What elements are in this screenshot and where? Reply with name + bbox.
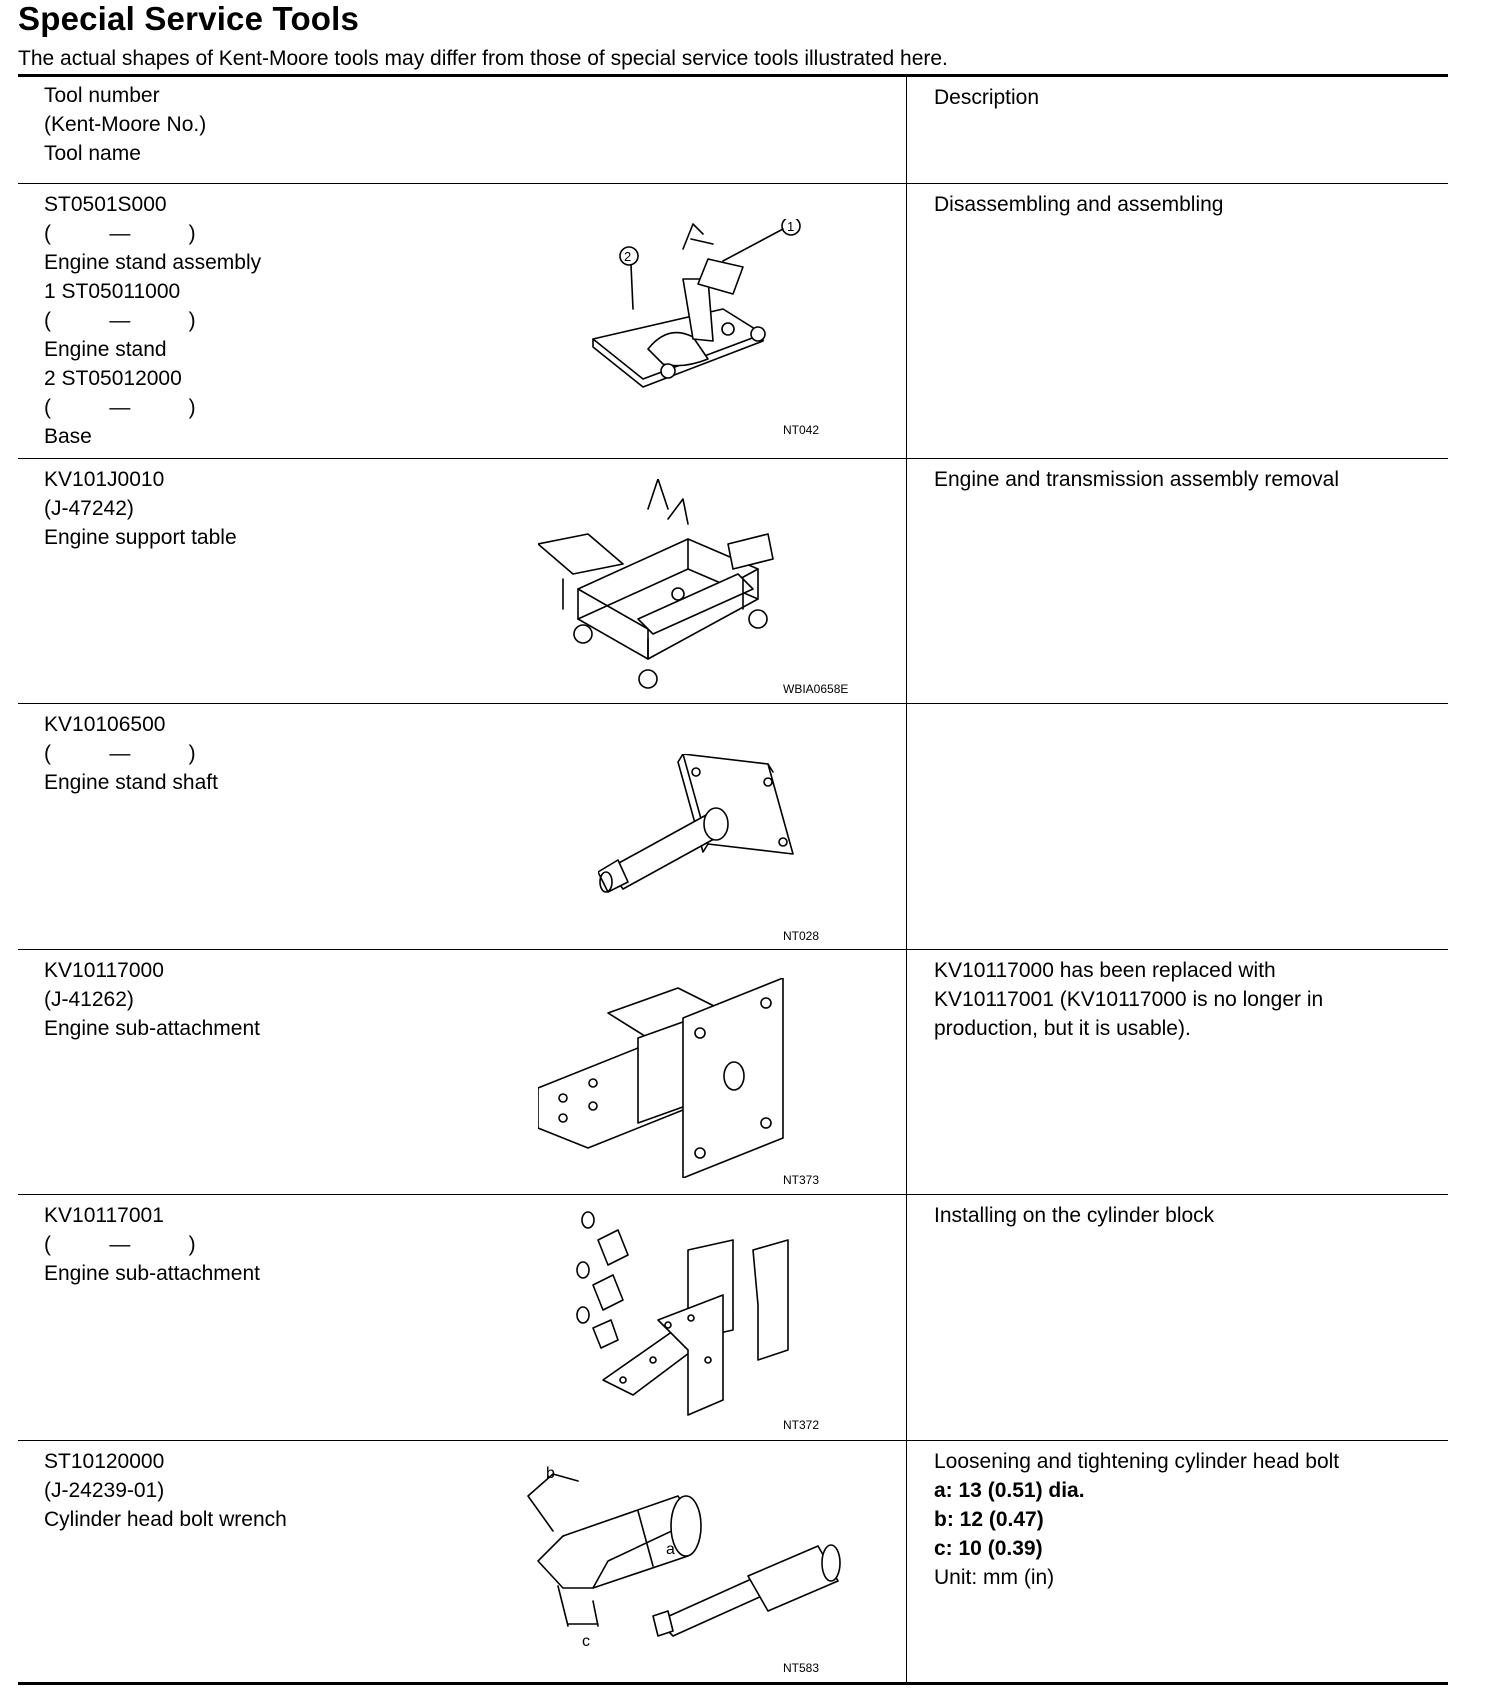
header-tool-number: Tool number [44,84,160,107]
figure-code: NT028 [783,929,820,943]
svg-text:1: 1 [787,219,795,234]
description-cell [907,1195,1449,1441]
tool-name: Engine sub-attachment [44,1262,260,1285]
table-row [18,1441,1448,1684]
spec-b: b: 12 (0.47) [934,1508,1044,1531]
description-cell [907,950,1449,1195]
tool-number: ST0501S000 [44,193,167,216]
header-kent-moore-no: (Kent-Moore No.) [44,113,207,136]
header-description: Description [907,76,1449,184]
tool-cell [18,950,907,1195]
part-name: Base [44,425,92,448]
table-row [18,184,1448,459]
tool-number: KV10117001 [44,1204,164,1227]
figure-code: NT372 [783,1418,820,1432]
spec-a: a: 13 (0.51) dia. [934,1479,1085,1502]
page-subtitle: The actual shapes of Kent-Moore tools may differ from those of special service tools illustrated here. [18,47,948,70]
table-row [18,459,1448,704]
tool-cell [18,459,907,704]
figure-code: NT583 [783,1661,820,1675]
page-title: Special Service Tools [18,0,360,37]
dimension-label: b [546,1466,555,1482]
tool-cell [18,184,907,459]
tool-name: Engine stand assembly [44,251,262,274]
description-cell [907,184,1449,459]
kent-moore-no: ( — ) [44,742,196,765]
tool-number: KV101J0010 [44,468,165,491]
tool-name: Engine stand shaft [44,771,218,794]
description-text: Disassembling and assembling [934,193,1224,216]
unit-note: Unit: mm (in) [934,1566,1055,1589]
table-row [18,1195,1448,1441]
kent-moore-no: ( — ) [44,222,196,245]
tool-number: KV10117000 [44,959,164,982]
description-cell [907,1441,1449,1684]
tool-cell [18,1195,907,1441]
engine-sub-attachment-kit-illustration [573,1210,833,1430]
header-left-cell [18,76,907,184]
description-text: KV10117001 (KV10117000 is no longer in [934,988,1324,1011]
header-tool-name: Tool name [44,142,141,165]
figure-code: NT373 [783,1173,820,1187]
tool-name: Engine support table [44,526,237,549]
kent-moore-no: (J-47242) [44,497,134,520]
tool-number: KV10106500 [44,713,166,736]
engine-stand-shaft-illustration [598,754,798,904]
tool-cell [18,1441,907,1684]
spec-c: c: 10 (0.39) [934,1537,1043,1560]
kent-moore-no: (J-41262) [44,988,134,1011]
tool-name: Cylinder head bolt wrench [44,1508,287,1531]
description-text: Loosening and tightening cylinder head bolt [934,1450,1340,1473]
kent-moore-no: ( — ) [44,1233,196,1256]
tool-name: Engine sub-attachment [44,1017,260,1040]
cylinder-head-bolt-wrench-illustration [518,1466,878,1681]
kent-moore-no: ( — ) [44,396,196,419]
engine-stand-illustration [573,219,813,419]
figure-code: WBIA0658E [783,682,849,696]
svg-text:2: 2 [624,249,632,264]
table-header-row [18,76,1448,184]
description-text: Engine and transmission assembly removal [934,468,1340,491]
tool-number: ST10120000 [44,1450,165,1473]
kent-moore-no: (J-24239-01) [44,1479,165,1502]
kent-moore-no: ( — ) [44,309,196,332]
dimension-label: a [666,1541,675,1558]
description-cell [907,459,1449,704]
engine-support-table-illustration [538,479,818,689]
tools-table [18,74,1448,1685]
table-row [18,950,1448,1195]
part-name: Engine stand [44,338,167,361]
description-text: production, but it is usable). [934,1017,1191,1040]
tool-cell [18,704,907,950]
part-number: 1 ST05011000 [44,280,181,303]
description-text: KV10117000 has been replaced with [934,959,1276,982]
description-cell [907,704,1449,950]
description-text: Installing on the cylinder block [934,1204,1215,1227]
part-number: 2 ST05012000 [44,367,182,390]
dimension-label: c [582,1633,590,1650]
figure-code: NT042 [783,423,820,437]
table-row [18,704,1448,950]
engine-sub-attachment-illustration [538,978,838,1178]
